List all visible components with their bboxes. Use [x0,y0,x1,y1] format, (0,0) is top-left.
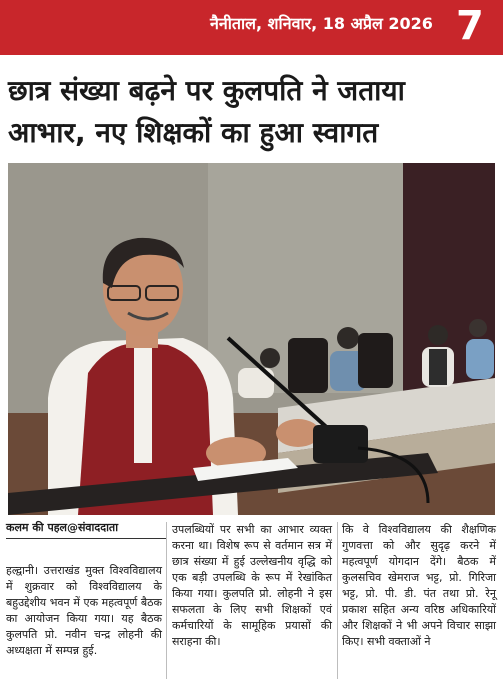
article-column-2: उपलब्धियों पर सभी का आभार व्यक्त करना था। विशेष रूप से वर्तमान सत्र में छात्र संख्या में हुई उल्लेखनीय वृद्धि को एक बड़ी उपलब्धि के रूप में रेखांकित किया गया। कुलपति प्रो. लोहनी ने इस सफलता के लिए सभी शिक्षकों एवं कर्मचारियों के सामूहिक प्रयासों की सराहना की। [172,523,332,648]
headline-line-1: छात्र संख्या बढ़ने पर कुलपति ने जताया [8,74,405,107]
masthead-bar [0,0,503,55]
article-column-3: कि वे विश्वविद्यालय की शैक्षणिक गुणवत्ता को और सुदृढ़ करने में महत्वपूर्ण योगदान देंगे। बैठक में कुलसचिव खेमराज भट्ट, प्रो. गिरिजा भट्ट, प्रो. पी. डी. पंत तथा प्रो. रेनू प्रकाश सहित अन्य वरिष्ठ अधिकारियों और शिक्षकों ने भी अपने विचार साझा किए। सभी वक्ताओं ने [342,523,496,648]
news-photo [8,163,495,515]
dateline: नैनीताल, शनिवार, 18 अप्रैल 2026 [210,14,433,33]
meeting-photo-illustration [8,163,495,515]
headline [8,70,498,154]
byline: कलम की पहल@संवाददाता [6,520,166,539]
headline-line-2: आभार, नए शिक्षकों का हुआ स्वागत [8,116,379,149]
column-divider [166,522,167,679]
page-number: 7 [456,3,484,49]
article-column-1: हल्द्वानी। उत्तराखंड मुक्त विश्वविद्यालय में शुक्रवार को विश्वविद्यालय के बहुउद्देशीय भवन में एक महत्वपूर्ण बैठक का आयोजन किया गया। यह बैठक कुलपति प्रो. नवीन चन्द्र लोहनी की अध्यक्षता में सम्पन्न हुई. [6,564,162,657]
column-divider [337,522,338,679]
